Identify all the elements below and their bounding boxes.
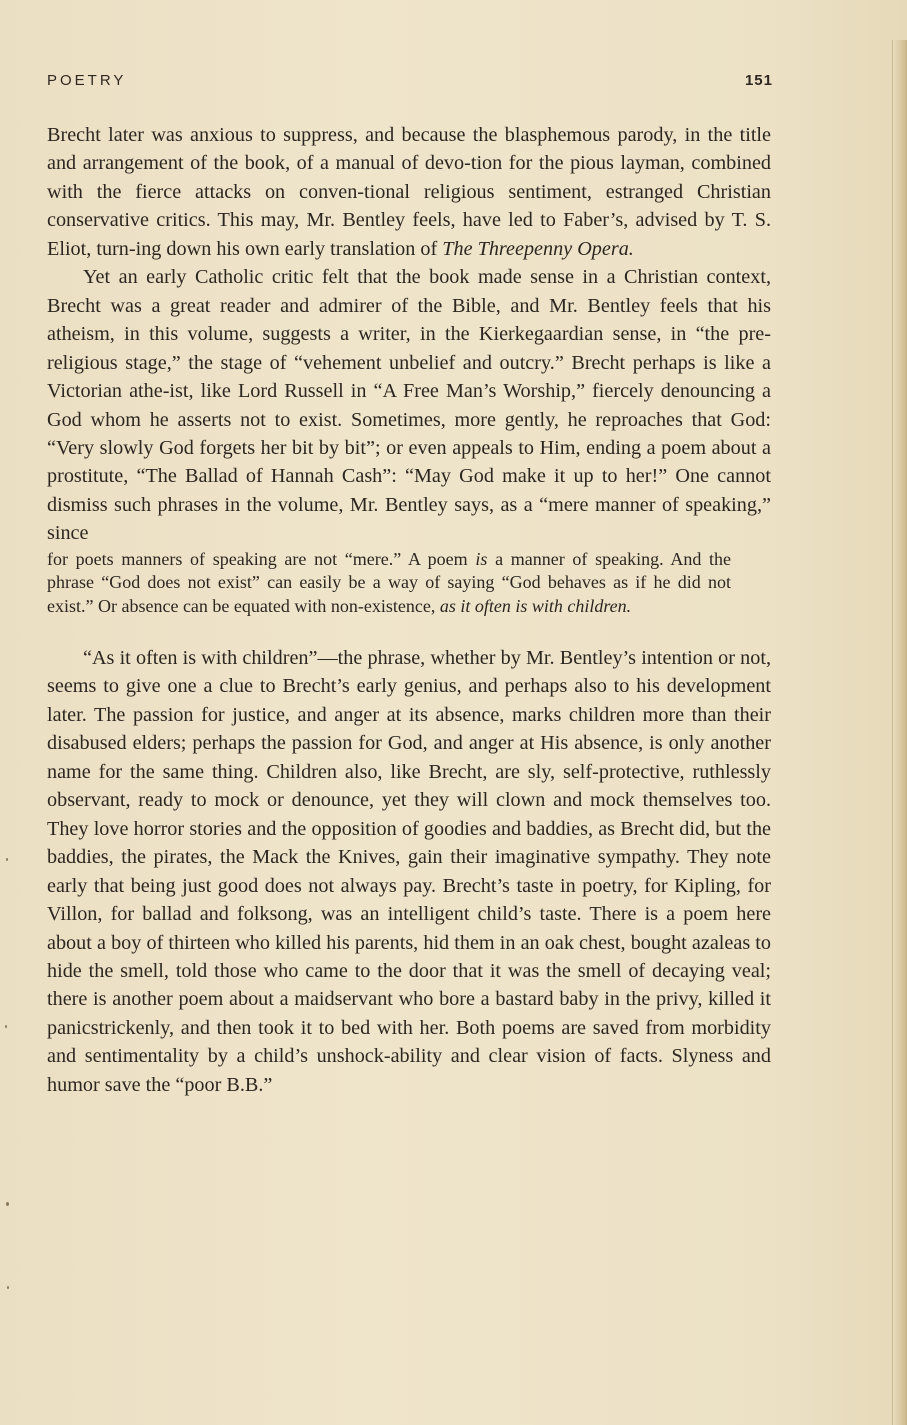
paragraph-1	[47, 121, 771, 263]
quote-is-italic: is	[475, 548, 488, 569]
page-edge	[895, 40, 907, 1425]
quote-text-a: for poets manners of speaking are not “mere.” A poem	[47, 548, 476, 569]
running-head	[47, 72, 773, 96]
paragraph-1-text: Brecht later was anxious to suppress, and because the blasphemous parody, in the title and arrangement of the book, of a manual of devo-tion for the pious layman, combined with the fierce attacks on conven-tional religious sentiment, estranged Christian conservative critics. This may, Mr. Bentley feels, have led to Faber’s, advised by T. S. Eliot, turn-ing down his own early translation of	[47, 124, 771, 260]
paragraph-2: Yet an early Catholic critic felt that the book made sense in a Christian context, Brecht was a great reader and admirer of the Bible, and Mr. Bentley feels that his atheism, in this volume, suggests a writer, in the Kierkegaardian sense, in “the pre-religious stage,” the stage of “vehement unbelief and outcry.” Brecht perhaps is like a Victorian athe-ist, like Lord Russell in “A Free Man’s Worship,” fiercely denouncing a God whom he asserts not to exist. Sometimes, more gently, he reproaches that God: “Very slowly God forgets her bit by bit”; or even appeals to Him, ending a poem about a prostitute, “The Ballad of Hannah Cash”: “May God make it up to her!” One cannot dismiss such phrases in the volume, Mr. Bentley says, as a “mere manner of speaking,” since	[47, 266, 771, 545]
block-quote	[47, 548, 731, 618]
quote-ending-italic: as it often is with children.	[439, 595, 632, 616]
running-head-title: POETRY	[47, 72, 127, 89]
page-number: 151	[744, 72, 773, 89]
book-title-italic: The Threepenny Opera.	[442, 237, 634, 260]
page-gutter-line	[892, 40, 893, 1425]
quote-text-b: a manner of speaking. And the phrase “God does not exist” can easily be a way of saying “God behaves as if he did not exist.” Or absence can be equated with non-existence,	[47, 548, 732, 616]
body-text	[47, 121, 771, 1099]
paragraph-3: “As it often is with children”—the phrase, whether by Mr. Bentley’s intention or not, seems to give one a clue to Brecht’s early genius, and perhaps also to his development later. The passion for justice, and anger at its absence, marks children more than their disabused elders; perhaps the passion for God, and anger at His absence, is only another name for the same thing. Children also, like Brecht, are sly, self-protective, ruthlessly observant, ready to mock or denounce, yet they will clown and mock themselves too. They love horror stories and the opposition of goodies and baddies, as Brecht did, but the baddies, the pirates, the Mack the Knives, gain their imaginative sympathy. They note early that being just good does not always pay. Brecht’s taste in poetry, for Kipling, for Villon, for ballad and folksong, was an intelligent child’s taste. There is a poem here about a boy of thirteen who killed his parents, hid them in an oak chest, bought azaleas to hide the smell, told those who came to the door that it was the smell of decaying veal; there is another poem about a maidservant who bore a bastard baby in the privy, killed it panicstrickenly, and then took it to bed with her. Both poems are saved from morbidity and sentimentality by a child’s unshock-ability and clear vision of facts. Slyness and humor save the “poor B.B.”	[47, 647, 771, 1096]
